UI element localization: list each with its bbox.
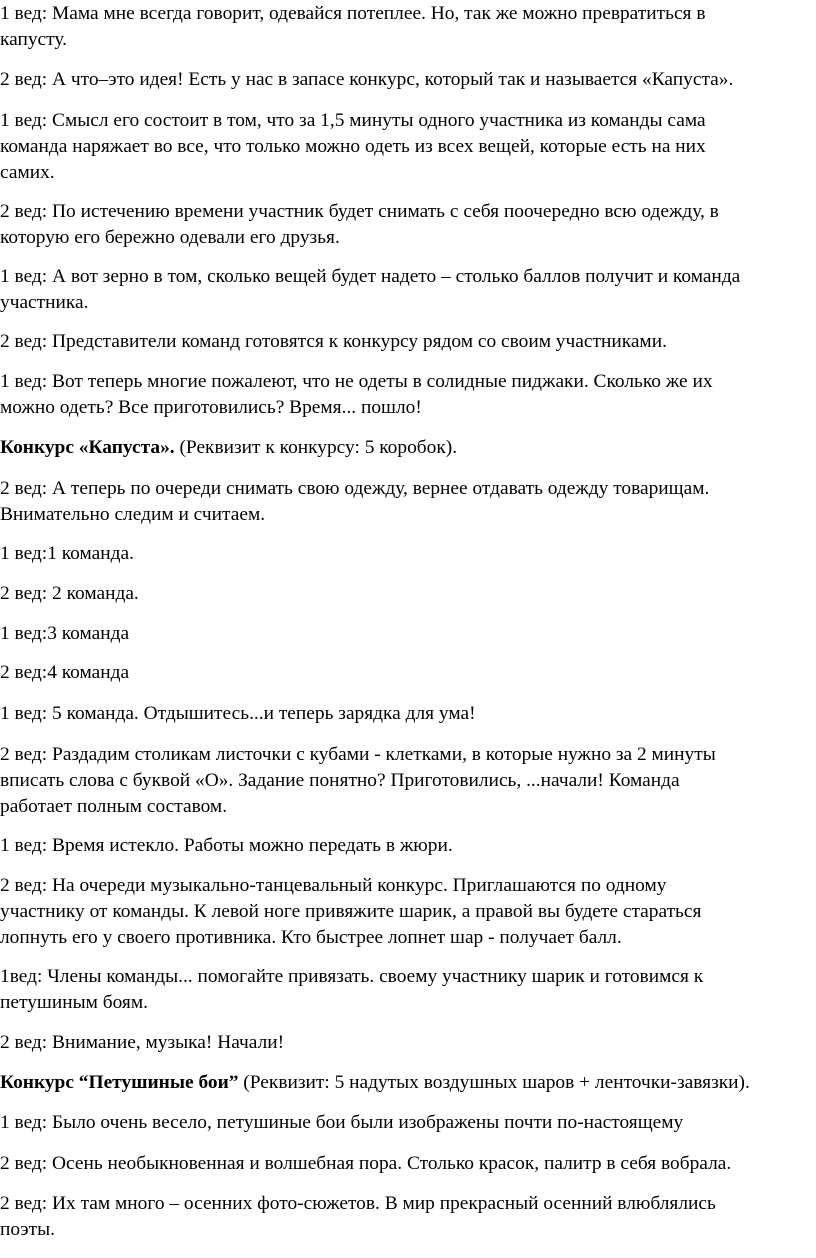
text-line: 1 вед: Время истекло. Работы можно передать в жюри. — [0, 835, 453, 856]
text-line: 2 вед: Внимание, музыка! Начали! — [0, 1032, 285, 1053]
text-line: поэты. — [0, 1219, 55, 1240]
text-line: 2 вед: 2 команда. — [0, 583, 139, 604]
text-line: 1вед: Члены команды... помогайте привязать. своему участнику шарик и готовимся к — [0, 966, 704, 987]
contest-heading-petushinye-boi — [0, 1070, 750, 1096]
text-line: 2 вед: На очереди музыкально-танцевальный конкурс. Приглашаются по одному — [0, 875, 667, 896]
text-line: 2 вед: А что–это идея! Есть у нас в запасе конкурс, который так и называется «Капуста». — [0, 69, 734, 90]
text-line: 1 вед: 5 команда. Отдышитесь...и теперь зарядка для ума! — [0, 703, 476, 724]
text-line: вписать слова с буквой «О». Задание понятно? Приготовились, ...начали! Команда — [0, 770, 680, 791]
paragraph-19 — [0, 1030, 284, 1056]
text-line: команда наряжает во все, что только можно одеть из всех вещей, которые есть на них — [0, 136, 706, 157]
text-line: 2 вед:4 команда — [0, 662, 130, 683]
text-line: самих. — [0, 162, 55, 183]
contest-props: (Реквизит: 5 надутых воздушных шаров + ленточки-завязки). — [238, 1072, 750, 1093]
paragraph-21 — [0, 1110, 683, 1136]
paragraph-1 — [0, 1, 705, 53]
paragraph-10 — [0, 541, 134, 567]
text-line: которую его бережно одевали его друзья. — [0, 227, 340, 248]
paragraph-12 — [0, 621, 129, 647]
text-line: петушиным боям. — [0, 992, 148, 1013]
paragraph-6 — [0, 329, 667, 355]
text-line: 2 вед: Осень необыкновенная и волшебная пора. Столько красок, палитр в себя вобрала. — [0, 1153, 732, 1174]
paragraph-4 — [0, 199, 719, 251]
contest-title: Конкурс «Капуста». — [0, 437, 175, 458]
paragraph-22 — [0, 1151, 731, 1177]
contest-heading-kapusta — [0, 435, 457, 461]
text-line: участнику от команды. К левой ноге привяжите шарик, а правой вы будете стараться — [0, 901, 702, 922]
paragraph-23 — [0, 1191, 716, 1243]
contest-props: (Реквизит к конкурсу: 5 коробок). — [174, 437, 458, 458]
text-line: 1 вед: А вот зерно в том, сколько вещей будет надето – столько баллов получит и команда — [0, 266, 741, 287]
text-line — [0, 1070, 750, 1096]
text-line: можно одеть? Все приготовились? Время... пошло! — [0, 397, 422, 418]
paragraph-14 — [0, 701, 476, 727]
paragraph-18 — [0, 964, 703, 1016]
text-line — [0, 435, 457, 461]
paragraph-16 — [0, 833, 453, 859]
paragraph-5 — [0, 264, 740, 316]
paragraph-11 — [0, 581, 139, 607]
text-line: 1 вед: Вот теперь многие пожалеют, что не одеты в солидные пиджаки. Сколько же их — [0, 371, 713, 392]
text-line: работает полным составом. — [0, 796, 228, 817]
paragraph-2 — [0, 67, 733, 93]
paragraph-13 — [0, 660, 129, 686]
text-line: 2 вед: А теперь по очереди снимать свою одежду, вернее отдавать одежду товарищам. — [0, 478, 710, 499]
paragraph-15 — [0, 742, 716, 820]
text-line: 1 вед: Было очень весело, петушиные бои были изображены почти по-настоящему — [0, 1112, 684, 1133]
text-line: 1 вед: Смысл его состоит в том, что за 1,5 минуты одного участника из команды сама — [0, 110, 706, 131]
text-line: участника. — [0, 292, 89, 313]
text-line: Внимательно следим и считаем. — [0, 504, 266, 525]
paragraph-9 — [0, 476, 709, 528]
contest-title: Конкурс “Петушиные бои” — [0, 1072, 239, 1093]
text-line: 1 вед:1 команда. — [0, 543, 134, 564]
text-line: 2 вед: Их там много – осенних фото-сюжетов. В мир прекрасный осенний влюблялись — [0, 1193, 716, 1214]
text-line: 2 вед: Раздадим столикам листочки с кубами - клетками, в которые нужно за 2 минуты — [0, 744, 716, 765]
text-line: капусту. — [0, 29, 67, 50]
text-line: 1 вед:3 команда — [0, 623, 130, 644]
paragraph-17 — [0, 873, 701, 951]
paragraph-7 — [0, 369, 713, 421]
text-line: 2 вед: Представители команд готовятся к конкурсу рядом со своим участниками. — [0, 331, 667, 352]
paragraph-3 — [0, 108, 706, 186]
text-line: лопнуть его у своего противника. Кто быстрее лопнет шар - получает балл. — [0, 927, 622, 948]
text-line: 2 вед: По истечению времени участник будет снимать с себя поочередно всю одежду, в — [0, 201, 719, 222]
text-line: 1 вед: Мама мне всегда говорит, одевайся потеплее. Но, так же можно превратиться в — [0, 3, 706, 24]
